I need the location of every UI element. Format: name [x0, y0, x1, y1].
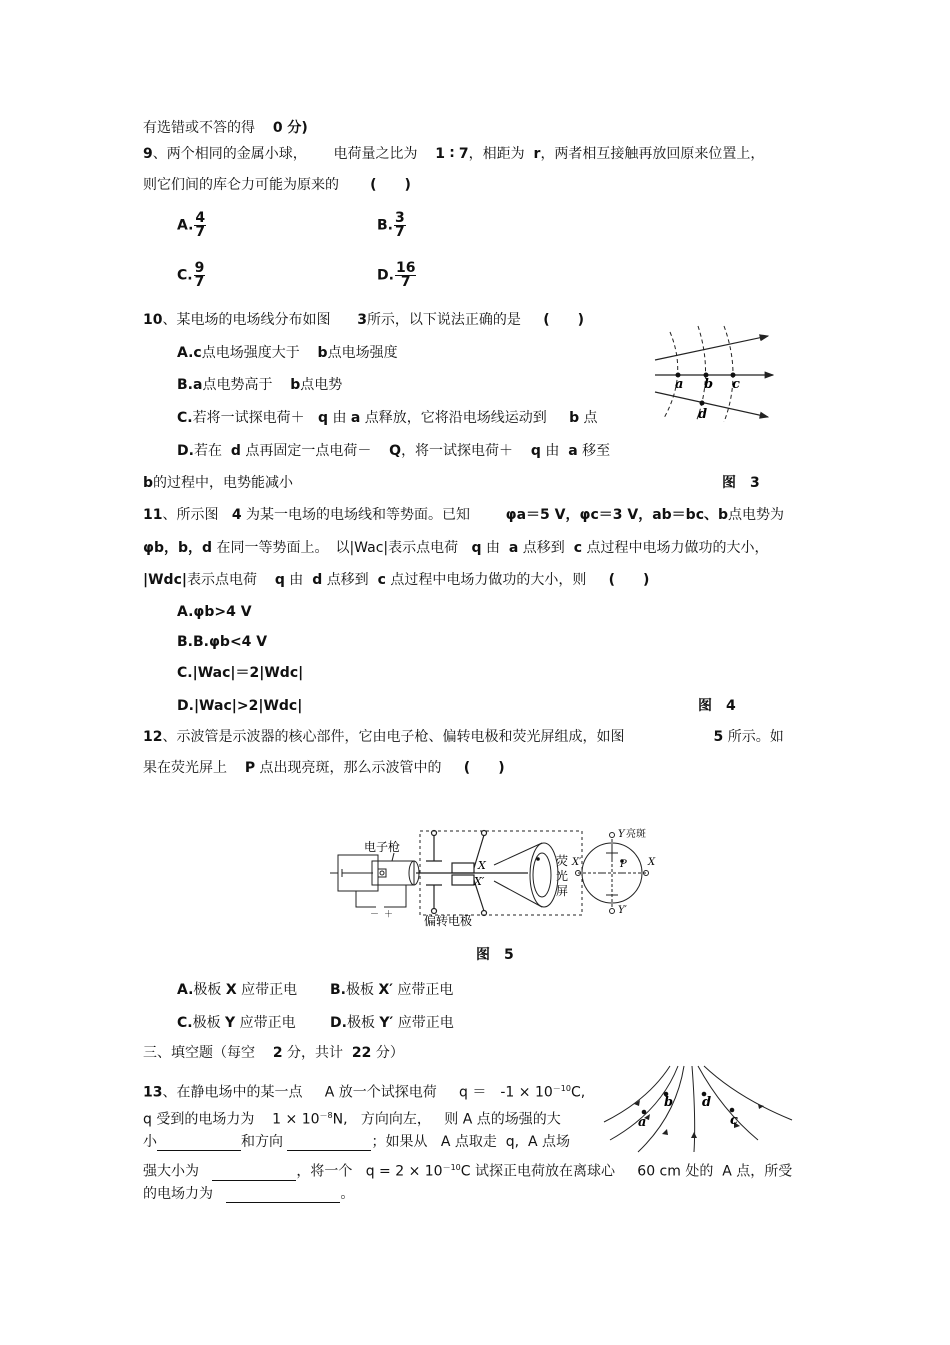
q9-text4: ，两者相互接触再放回原来位置上， — [540, 146, 765, 162]
q12-line1 — [143, 728, 784, 746]
option-label: D. — [330, 1015, 347, 1031]
header-tail — [143, 119, 308, 137]
point-c: c — [193, 345, 202, 361]
blank-4[interactable] — [226, 1188, 340, 1203]
text: 应带正电 — [397, 1015, 454, 1031]
charge-q: q — [530, 443, 541, 459]
text: 由 — [332, 410, 347, 426]
screen-label-2: 光 — [556, 869, 569, 883]
q12-text2: 所示。如 — [727, 729, 784, 745]
q11-line2 — [143, 539, 768, 557]
header-score: 0 分) — [272, 120, 308, 136]
text: q 受到的电场力为 — [143, 1111, 255, 1128]
text: 果在荧光屏上 — [143, 760, 227, 776]
label-bright: 亮斑 — [626, 829, 646, 840]
text: 、在静电场中的某一点 — [162, 1084, 303, 1101]
q10-paren: ( ) — [543, 312, 584, 328]
text: 的电场力为 — [143, 1186, 213, 1202]
point-c: c — [573, 540, 583, 556]
q11-text1: 、所示图 — [162, 507, 219, 523]
point-a: a — [350, 410, 361, 426]
q12-paren: ( ) — [463, 760, 505, 776]
option-label: B. — [177, 377, 193, 393]
text: q ＝ -1 × 10 — [459, 1084, 553, 1101]
point-a: a — [508, 540, 519, 556]
screen-label-3: 屏 — [556, 884, 569, 898]
q11-text2: 为某一电场的电场线和等势面。已知 — [246, 507, 471, 523]
text: A 点，所受 — [722, 1163, 793, 1180]
gun-pointer — [392, 853, 394, 861]
exponent: －8 — [319, 1111, 333, 1120]
text: ，将一个 — [296, 1163, 353, 1180]
option-label: C. — [177, 1015, 193, 1031]
text: 点过程中电场力做功的大小，则 — [390, 572, 587, 588]
q9-ratio: 1 ∶ 7 — [435, 146, 469, 162]
q12-option-d — [330, 1014, 454, 1032]
q11-fig-ref: 4 — [231, 507, 242, 523]
q9-text3: ，相距为 — [468, 146, 525, 162]
label-b: b — [704, 377, 714, 392]
q9-line2 — [143, 176, 411, 194]
point-d: d — [230, 443, 241, 459]
gun-label: 电子枪 — [364, 840, 401, 854]
figure-3 — [640, 322, 790, 422]
text: 表示点电荷 — [187, 572, 257, 588]
text: C, — [570, 1084, 586, 1101]
arrow-6 — [758, 1104, 764, 1109]
text: 三、填空题（每空 — [143, 1045, 255, 1061]
q11-option-b: B.B.φb<4 V — [177, 634, 268, 650]
numerator: 16 — [395, 260, 416, 276]
q11-line3 — [143, 571, 649, 589]
fraction — [194, 212, 206, 239]
q9-r: r — [533, 146, 541, 162]
text: 极板 — [192, 1015, 221, 1031]
q12-text1: 、示波管是示波器的核心部件，它由电子枪、偏转电极和荧光屏组成，如图 — [162, 729, 625, 745]
text: N, — [332, 1111, 348, 1128]
header-text: 有选错或不答的得 — [143, 120, 255, 136]
numerator: 9 — [194, 260, 205, 276]
minus-sign: － — [370, 910, 380, 920]
q11-line1 — [143, 506, 784, 524]
fraction — [395, 262, 416, 289]
text: C 试探正电荷放在离球心 — [460, 1163, 616, 1180]
denominator: 7 — [395, 224, 405, 240]
text: 若将一试探电荷＋ — [192, 410, 305, 426]
option-label: C. — [177, 267, 193, 284]
points-per-blank: 2 — [272, 1045, 283, 1061]
q9-option-a — [177, 212, 206, 239]
charge-Q: Q — [389, 443, 402, 459]
point-b: b — [290, 377, 301, 393]
plates-label: 偏转电极 — [424, 914, 473, 928]
fraction — [194, 262, 206, 289]
q13-label-a: a — [638, 1115, 647, 1130]
text: 由 — [485, 540, 500, 556]
q9-paren: ( ) — [370, 177, 411, 193]
plus-sign: ＋ — [384, 910, 394, 920]
text: 点 — [583, 410, 598, 426]
q12-number: 12 — [143, 729, 163, 745]
point-a: a — [193, 377, 203, 393]
q10-option-a — [177, 344, 398, 362]
q11-option-c: C.|Wac|＝2|Wdc| — [177, 665, 304, 681]
point-d: d — [312, 572, 323, 588]
q11-condition: φa＝5 V，φc＝3 V，ab＝bc、b — [505, 507, 729, 523]
denominator: 7 — [400, 274, 411, 290]
q13-label-d: d — [702, 1095, 712, 1110]
option-label: C. — [177, 410, 193, 426]
q10-option-b — [177, 376, 342, 394]
q10-line1 — [143, 311, 584, 329]
charge-q: q — [317, 410, 328, 426]
field-curve-4 — [692, 1066, 695, 1152]
q13-point-a — [642, 1110, 647, 1115]
text: 应带正电 — [239, 1015, 296, 1031]
q12-option-b — [330, 981, 453, 999]
q13-line2 — [143, 1107, 561, 1129]
option-label: A. — [177, 345, 194, 361]
screen-label-1: 荧 — [556, 854, 569, 868]
q13-label-b: b — [664, 1095, 674, 1110]
text: 则 A 点的场强的大 — [444, 1111, 561, 1128]
q10-number: 10 — [143, 312, 163, 328]
exponent: －10 — [442, 1163, 461, 1172]
q12-option-c — [177, 1014, 296, 1032]
text: 分） — [375, 1045, 404, 1061]
screen-front-view — [576, 833, 649, 914]
total-points: 22 — [351, 1045, 372, 1061]
bright-spot — [536, 857, 540, 861]
text: ；如果从 — [371, 1134, 428, 1150]
q13-line5 — [143, 1185, 354, 1203]
figure-3-caption: 图 3 — [722, 475, 760, 491]
q13-label-c: c — [730, 1113, 738, 1128]
text: 若在 — [193, 443, 222, 459]
q10-text2: 所示，以下说法正确的是 — [366, 312, 521, 328]
fraction — [394, 212, 406, 239]
q13-line3 — [143, 1133, 570, 1151]
text: A 点场 — [528, 1134, 571, 1150]
point-c: c — [377, 572, 386, 588]
q10-option-c — [177, 409, 598, 427]
text: 点电势 — [300, 377, 343, 393]
option-label: D. — [177, 443, 194, 459]
text: 在同一等势面上。 以|Wac|表示点电荷 — [216, 540, 459, 556]
text: 点过程中电场力做功的大小， — [586, 540, 769, 556]
option-label: A. — [177, 217, 194, 234]
text: 点再固定一点电荷－ — [245, 443, 372, 459]
label-Xprime: X′ — [474, 875, 485, 888]
text: 小 — [143, 1134, 157, 1150]
point-b: b — [569, 410, 580, 426]
point-b: b — [143, 475, 154, 491]
q10-option-d — [177, 442, 610, 460]
label-a: a — [675, 377, 684, 392]
q11-text3: 点电势为 — [728, 507, 785, 523]
denominator: 7 — [195, 224, 206, 240]
q13-line1 — [143, 1080, 585, 1102]
text: 强大小为 — [143, 1163, 199, 1180]
option-label: B. — [330, 982, 346, 998]
numerator: 3 — [395, 210, 405, 226]
point-a: a — [568, 443, 578, 459]
tube-cone — [494, 843, 558, 907]
text: 点电场强度大于 — [201, 345, 300, 361]
text: 分，共计 — [287, 1045, 344, 1061]
point-d-dot — [700, 401, 705, 406]
field-line-bottom — [655, 392, 768, 417]
q10-fig-ref: 3 — [357, 312, 367, 328]
field-curve-6 — [704, 1066, 792, 1120]
power-supply — [330, 855, 378, 891]
plate: X — [225, 982, 237, 998]
label-X-front: X — [648, 857, 656, 868]
text: 极板 — [193, 982, 222, 998]
text: 方向向左， — [360, 1111, 431, 1128]
label-Yprime: Y′ — [618, 905, 627, 916]
q9-number: 9 — [143, 146, 153, 162]
q11-number: 11 — [143, 507, 163, 523]
point-b: b — [317, 345, 328, 361]
text: 1 × 10 — [272, 1111, 320, 1128]
exponent: －10 — [552, 1084, 571, 1093]
q10-option-d-cont — [143, 474, 293, 492]
q12-option-a — [177, 981, 297, 999]
text: A 放一个试探电荷 — [324, 1084, 437, 1101]
text: φb，b，d — [143, 540, 213, 556]
numerator: 4 — [195, 210, 206, 226]
figure-5-caption: 图 5 — [476, 947, 514, 963]
text: 点电势高于 — [202, 377, 273, 393]
q9-option-b — [377, 212, 406, 239]
text: 点移到 — [326, 572, 369, 588]
text: 极板 — [346, 982, 374, 998]
q10-text1: 、某电场的电场线分布如图 — [162, 312, 331, 328]
text: 。 — [340, 1186, 355, 1202]
plate: Y′ — [379, 1015, 394, 1031]
text: 点电场强度 — [327, 345, 398, 361]
arrow-3 — [662, 1129, 668, 1135]
text: A 点取走 — [440, 1134, 497, 1150]
option-label: D. — [377, 267, 394, 284]
text: 点移到 — [522, 540, 565, 556]
arrow-4 — [691, 1132, 697, 1138]
q11-paren: ( ) — [608, 572, 650, 588]
q11-option-a: A.φb>4 V — [177, 604, 252, 620]
label-d: d — [698, 407, 708, 422]
text: 应带正电 — [397, 982, 454, 998]
q9-line1 — [143, 145, 764, 163]
charge-q: q — [274, 572, 285, 588]
q9-text2: 电荷量之比为 — [333, 146, 418, 162]
q13-figure — [598, 1060, 798, 1154]
text: q = 2 × 10 — [365, 1163, 443, 1180]
field-line-top — [655, 336, 768, 360]
deflection-plates — [416, 831, 528, 916]
q13-line4 — [143, 1159, 792, 1181]
text: 移至 — [582, 443, 611, 459]
figure-5 — [328, 825, 658, 933]
electron-gun — [356, 861, 419, 907]
text: q, — [505, 1134, 520, 1150]
q9-option-d — [377, 262, 416, 289]
option-label: A. — [177, 982, 194, 998]
text: 应带正电 — [241, 982, 298, 998]
text: 点释放，它将沿电场线运动到 — [364, 410, 547, 426]
text: 由 — [289, 572, 304, 588]
label-c: c — [732, 377, 740, 392]
text: |Wdc| — [143, 572, 187, 588]
text: 60 cm 处的 — [637, 1163, 714, 1180]
blank-2[interactable] — [287, 1136, 371, 1151]
q11-option-d: D.|Wac|>2|Wdc| — [177, 698, 303, 714]
denominator: 7 — [194, 274, 205, 290]
label-Xprime-front: X′ — [572, 857, 582, 868]
q13-point-c — [730, 1108, 735, 1113]
text: 由 — [545, 443, 560, 459]
q9-line2-text: 则它们间的库仑力可能为原来的 — [143, 177, 339, 193]
point-p: P — [244, 760, 256, 776]
plate: Y — [225, 1015, 236, 1031]
blank-3[interactable] — [212, 1166, 296, 1181]
text: 的过程中，电势能减小 — [153, 475, 294, 491]
label-X: X — [478, 859, 486, 872]
blank-1[interactable] — [157, 1136, 241, 1151]
option-label: B. — [377, 217, 393, 234]
label-Y: Y — [618, 829, 625, 840]
plate: X′ — [378, 982, 393, 998]
q9-text1: 、两个相同的金属小球， — [152, 146, 307, 162]
text: 和方向 — [241, 1134, 283, 1150]
charge-q: q — [471, 540, 482, 556]
text: 极板 — [346, 1015, 375, 1031]
text: ，将一试探电荷＋ — [401, 443, 514, 459]
q12-fig-ref: 5 — [713, 729, 724, 745]
q13-number: 13 — [143, 1084, 163, 1101]
q12-line2 — [143, 759, 505, 777]
label-P: P — [620, 859, 627, 870]
text: 点出现亮斑，那么示波管中的 — [259, 760, 442, 776]
q9-option-c — [177, 262, 205, 289]
figure-4-caption: 图 4 — [698, 698, 736, 714]
field-curve-1 — [604, 1066, 670, 1122]
section-3-heading — [143, 1044, 404, 1062]
